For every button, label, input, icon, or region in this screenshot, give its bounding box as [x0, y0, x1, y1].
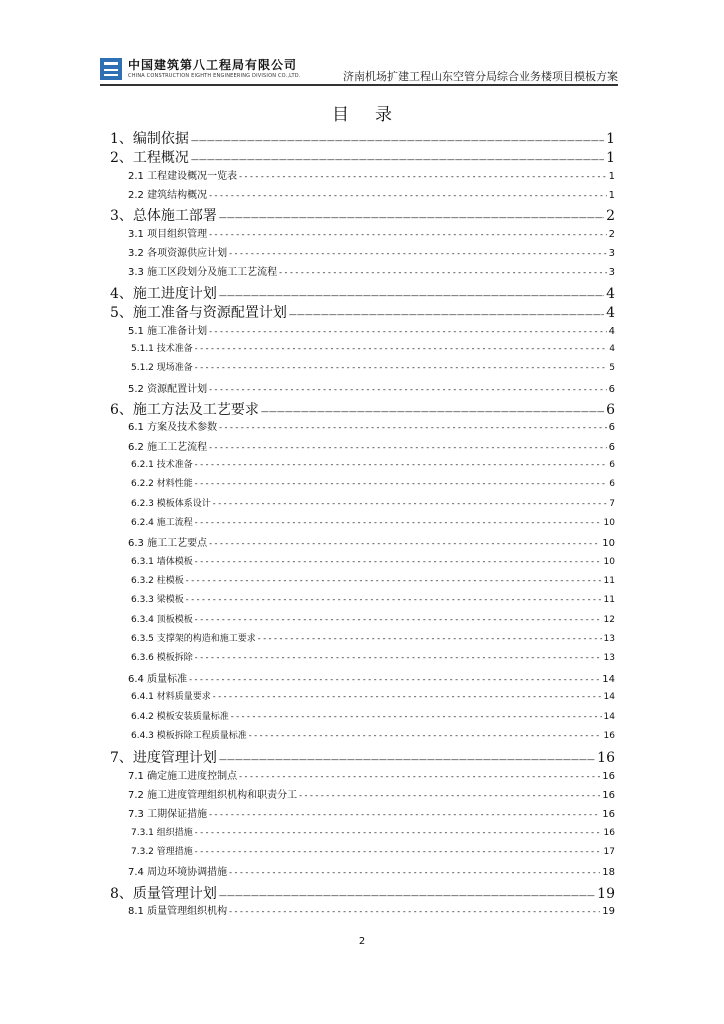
toc-entry-label: 3.3 施工区段划分及施工工艺流程: [128, 267, 278, 279]
toc-leader: [219, 213, 604, 222]
company-name-en: CHINA CONSTRUCTION EIGHTH ENGINEERING DIVISION CO.,LTD.: [128, 73, 301, 79]
toc-entry-label: 8.1 质量管理组织机构: [128, 906, 228, 917]
toc-entry-label: 7.2 施工进度管理组织机构和职责分工: [128, 789, 298, 801]
toc-entry-label: 6.3.1 墙体模板: [131, 556, 193, 567]
toc-entry[interactable]: [110, 825, 615, 843]
toc-entry-label: 3.2 各项资源供应计划: [128, 248, 228, 260]
toc-leader: [213, 499, 608, 508]
toc-entry[interactable]: [110, 844, 615, 862]
toc-entry-label: 6.2.4 施工流程: [131, 518, 193, 528]
toc-entry-page: 6: [608, 441, 615, 453]
toc-entry[interactable]: [110, 863, 615, 881]
toc-entry-label: 2.1 工程建设概况一览表: [128, 170, 238, 182]
toc-entry[interactable]: [110, 670, 615, 688]
toc-entry[interactable]: [110, 728, 615, 746]
toc-entry[interactable]: [110, 631, 615, 649]
toc-entry[interactable]: [110, 418, 615, 436]
toc-entry-page: 14: [603, 692, 615, 703]
toc-leader: [195, 557, 602, 566]
toc-entry[interactable]: [110, 573, 615, 591]
toc-entry-label: 4、施工进度计划: [110, 285, 217, 302]
toc-entry-page: 6: [609, 479, 615, 490]
company-logo: [100, 58, 122, 80]
toc-entry-page: 16: [602, 809, 615, 821]
toc-entry[interactable]: [110, 554, 615, 572]
toc-leader: [195, 653, 602, 662]
toc-entry-page: 6: [609, 459, 615, 470]
toc-leader: [209, 539, 600, 548]
header-divider: [100, 84, 618, 86]
toc-entry-label: 7.1 确定施工进度控制点: [128, 770, 238, 782]
toc-entry-page: 2: [606, 208, 615, 225]
toc-entry-page: 6: [606, 401, 615, 418]
toc-leader: [219, 755, 595, 764]
toc-entry[interactable]: [110, 380, 615, 398]
toc-entry-page: 1: [606, 150, 615, 167]
toc-entry-label: 6.2.1 技术准备: [131, 459, 193, 470]
toc-entry-page: 16: [602, 789, 615, 801]
page-header: [100, 54, 618, 88]
toc-leader: [189, 675, 600, 684]
toc-leader: [231, 712, 602, 721]
toc-leader: [209, 810, 600, 819]
toc-leader: [195, 460, 608, 469]
toc-entry-label: 6.4.2 模板安装质量标准: [131, 711, 229, 722]
toc-entry-label: 6.1 方案及技术参数: [128, 422, 218, 434]
toc-entry-label: 7、进度管理计划: [110, 750, 217, 767]
toc-entry-label: 5.1.2 现场准备: [131, 363, 193, 374]
toc-leader: [239, 172, 607, 181]
toc-entry[interactable]: [110, 341, 615, 359]
toc-entry[interactable]: [110, 360, 615, 378]
toc-entry[interactable]: [110, 767, 615, 785]
toc-entry-page: 12: [603, 614, 615, 625]
toc-entry-label: 7.3.2 管理措施: [131, 846, 193, 857]
toc-entry-label: 7.3.1 组织措施: [131, 827, 193, 838]
toc-entry[interactable]: [110, 263, 615, 281]
toc-entry[interactable]: [110, 496, 615, 514]
toc-entry[interactable]: [110, 902, 615, 920]
toc-entry-label: 6.3.6 模板拆除: [131, 653, 193, 664]
toc-entry-label: 7.4 周边环境协调措施: [128, 867, 228, 879]
toc-entry-label: 6.4.1 材料质量要求: [131, 692, 211, 703]
toc-entry-page: 6: [608, 383, 615, 395]
toc-title: 目录: [332, 105, 418, 125]
toc-leader: [195, 847, 602, 856]
toc-leader: [191, 155, 604, 164]
toc-entry-label: 1、编制依据: [110, 131, 189, 147]
toc-entry[interactable]: [110, 650, 615, 668]
toc-entry-page: 16: [597, 750, 615, 767]
toc-entry-page: 11: [603, 576, 615, 587]
toc-leader: [229, 907, 600, 916]
toc-entry-label: 5.1.1 技术准备: [131, 343, 193, 354]
toc-entry[interactable]: [110, 438, 615, 456]
toc-entry-label: 6.3.5 支撑架的构造和施工要求: [131, 634, 256, 645]
toc-entry[interactable]: [110, 709, 615, 727]
toc-entry-label: 7.3 工期保证措施: [128, 809, 208, 821]
toc-entry-page: 1: [608, 170, 615, 182]
toc-entry-page: 10: [603, 518, 615, 528]
toc-entry-page: 4: [608, 325, 615, 337]
toc-entry-label: 6.4 质量标准: [128, 673, 188, 685]
toc-entry-page: 4: [606, 285, 615, 302]
toc-entry-label: 5、施工准备与资源配置计划: [110, 305, 287, 322]
toc-entry-label: 3、总体施工部署: [110, 208, 217, 225]
toc-entry-page: 1: [606, 131, 615, 147]
toc-entry[interactable]: [110, 167, 615, 185]
toc-entry[interactable]: [110, 322, 615, 340]
toc-leader: [186, 595, 602, 604]
toc-entry[interactable]: [110, 592, 615, 610]
toc-entry[interactable]: [110, 786, 615, 804]
toc-leader: [289, 310, 604, 319]
company-name-cn: 中国建筑第八工程局有限公司: [128, 58, 298, 72]
toc-entry-page: 19: [602, 906, 615, 917]
toc-entry-page: 7: [609, 498, 615, 509]
toc-leader: [209, 327, 607, 336]
toc-leader: [195, 615, 602, 624]
toc-entry[interactable]: [110, 805, 615, 823]
toc-entry-label: 5.1 施工准备计划: [128, 325, 208, 337]
toc-entry[interactable]: [110, 515, 615, 533]
toc-leader: [209, 191, 607, 200]
toc-entry-page: 16: [602, 770, 615, 782]
toc-entry-label: 6.2 施工工艺流程: [128, 441, 208, 453]
toc-leader: [219, 291, 604, 300]
toc-leader: [209, 230, 607, 239]
toc-leader: [195, 479, 608, 488]
toc-entry-label: 6.2.2 材料性能: [131, 479, 193, 490]
toc-entry-page: 13: [603, 634, 615, 645]
toc-leader: [195, 518, 602, 527]
toc-leader: [261, 407, 604, 416]
toc-entry-label: 6.3 施工工艺要点: [128, 538, 208, 550]
toc-entry-label: 8、质量管理计划: [110, 885, 217, 902]
toc-entry-page: 3: [608, 248, 615, 260]
toc-leader: [213, 692, 602, 701]
toc-entry[interactable]: [110, 186, 615, 204]
toc-entry-page: 4: [609, 343, 615, 354]
toc-entry-page: 10: [603, 556, 615, 567]
toc-entry[interactable]: [110, 689, 615, 707]
toc-entry-page: 6: [608, 422, 615, 434]
toc-leader: [279, 268, 607, 277]
toc-entry[interactable]: [110, 534, 615, 552]
toc-leader: [299, 791, 600, 800]
toc-entry-label: 6.4.3 模板拆除工程质量标准: [131, 730, 247, 741]
project-title: 济南机场扩建工程山东空管分局综合业务楼项目模板方案: [343, 70, 618, 83]
page-number: 2: [358, 936, 366, 947]
toc-entry[interactable]: [110, 612, 615, 630]
toc-entry[interactable]: [110, 244, 615, 262]
toc-leader: [229, 249, 607, 258]
toc-entry-page: 11: [603, 595, 615, 606]
toc-leader: [219, 891, 595, 900]
toc-entry-page: 16: [603, 730, 615, 741]
toc-entry-page: 19: [597, 885, 615, 902]
toc-entry-page: 16: [603, 827, 615, 838]
toc-leader: [209, 385, 607, 394]
toc-entry-label: 2.2 建筑结构概况: [128, 190, 208, 202]
toc-entry-page: 17: [603, 846, 615, 857]
toc-leader: [209, 443, 607, 452]
toc-leader: [249, 731, 602, 740]
toc-leader: [195, 828, 602, 837]
toc-entry-page: 18: [602, 867, 615, 879]
toc-entry-label: 6.3.4 顶板模板: [131, 614, 193, 625]
toc-entry-label: 6.2.3 模板体系设计: [131, 498, 211, 509]
toc-entry-page: 2: [608, 228, 615, 240]
toc-leader: [186, 576, 602, 585]
toc-entry[interactable]: [110, 476, 615, 494]
toc-entry-label: 3.1 项目组织管理: [128, 228, 208, 240]
toc-entry-page: 13: [603, 653, 615, 664]
toc-entry[interactable]: [110, 225, 615, 243]
toc-entry-page: 3: [608, 267, 615, 279]
toc-entry-page: 14: [603, 711, 615, 722]
toc-entry-page: 5: [609, 363, 615, 374]
toc-entry-page: 10: [602, 538, 615, 550]
toc-leader: [195, 344, 608, 353]
toc-entry-page: 1: [608, 190, 615, 202]
toc-leader: [229, 868, 600, 877]
toc-leader: [258, 634, 602, 643]
toc-entry[interactable]: [110, 457, 615, 475]
toc-entry-page: 14: [602, 673, 615, 685]
toc-entry-label: 6.3.2 柱模板: [131, 576, 184, 587]
toc-entry-page: 4: [606, 305, 615, 322]
toc-entry-label: 2、工程概况: [110, 150, 189, 167]
toc-entry-label: 6、施工方法及工艺要求: [110, 401, 259, 418]
toc-leader: [195, 363, 608, 372]
toc-leader: [239, 772, 600, 781]
toc-entry-label: 6.3.3 梁模板: [131, 595, 184, 606]
toc-leader: [219, 423, 607, 432]
toc-entry-label: 5.2 资源配置计划: [128, 383, 208, 395]
toc-leader: [191, 136, 604, 145]
